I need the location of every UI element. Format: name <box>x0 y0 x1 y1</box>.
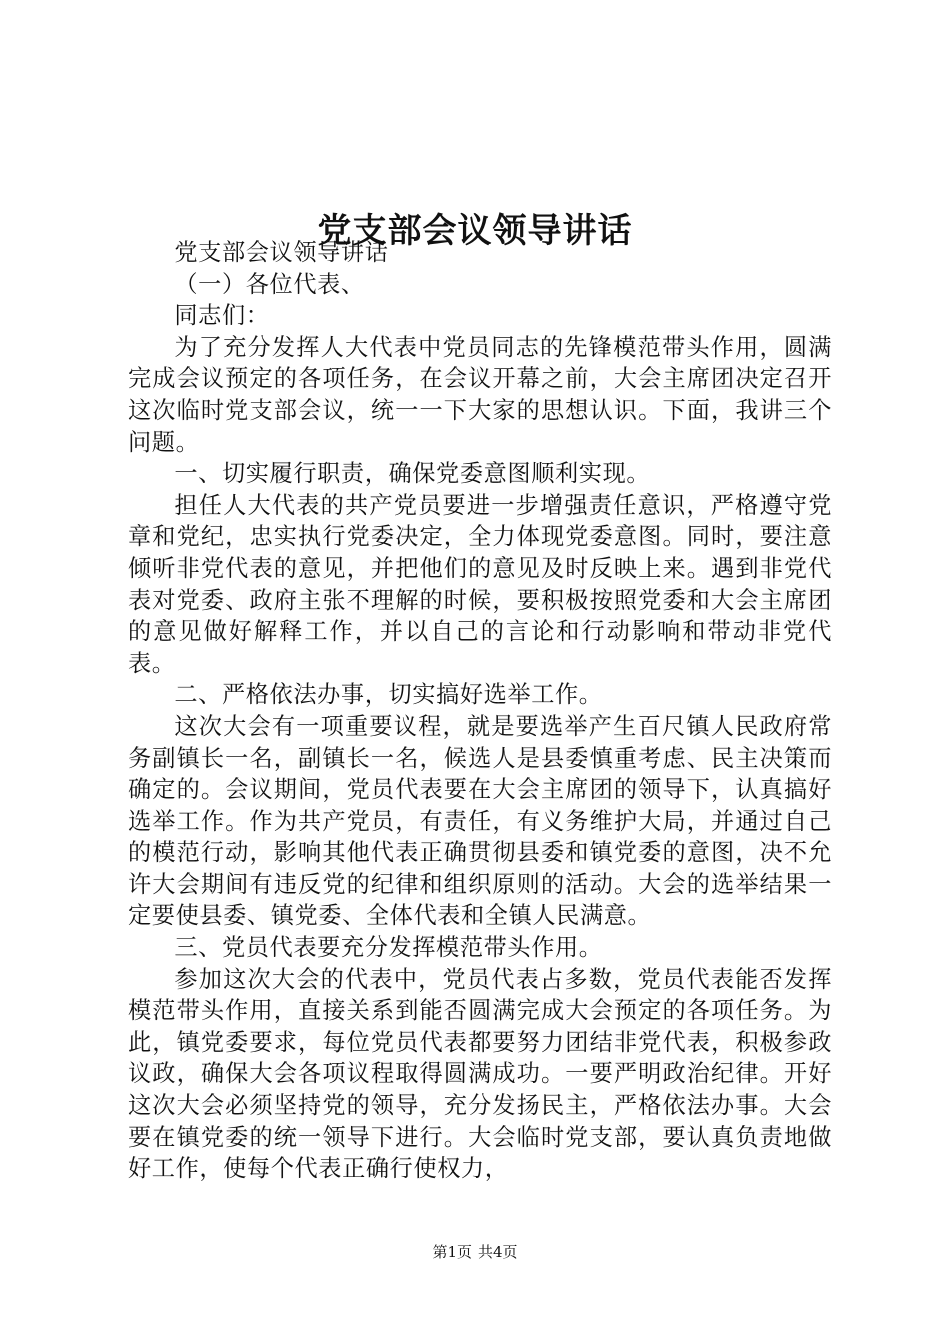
paragraph-salutation-1: （一）各位代表、 <box>174 270 365 298</box>
section-heading-2: 二、严格依法办事，切实搞好选举工作。 <box>174 681 603 709</box>
page-number: 第1页 <box>432 1243 472 1261</box>
page-footer <box>0 1242 950 1262</box>
document-title: 党支部会议领导讲话 <box>317 210 633 251</box>
document-body <box>128 237 832 1185</box>
paragraph-section-3: 参加这次大会的代表中，党员代表占多数，党员代表能否发挥模范带头作用，直接关系到能否圆满完成大会预定的各项任务。为此，镇党委要求，每位党员代表都要努力团结非党代表，积极参政议政，确保大会各项议程取得圆满成功。一要严明政治纪律。开好这次大会必须坚持党的领导，充分发扬民主，严格依法办事。大会要在镇党委的统一领导下进行。大会临时党支部，要认真负责地做好工作，使每个代表正确行使权力， <box>128 965 832 1183</box>
paragraph-intro: 为了充分发挥人大代表中党员同志的先锋模范带头作用，圆满完成会议预定的各项任务，在会议开幕之前，大会主席团决定召开这次临时党支部会议，统一一下大家的思想认识。下面，我讲三个问题。 <box>128 333 832 456</box>
section-heading-3: 三、党员代表要充分发挥模范带头作用。 <box>174 934 603 962</box>
page-total: 共4页 <box>478 1243 518 1261</box>
paragraph-section-1: 担任人大代表的共产党员要进一步增强责任意识，严格遵守党章和党纪，忠实执行党委决定，全力体现党委意图。同时，要注意倾听非党代表的意见，并把他们的意见及时反映上来。遇到非党代表对党委、政府主张不理解的时候，要积极按照党委和大会主席团的意见做好解释工作，并以自己的言论和行动影响和带动非党代表。 <box>128 491 832 677</box>
paragraph-subtitle: 党支部会议领导讲话 <box>174 239 389 266</box>
paragraph-section-2: 这次大会有一项重要议程，就是要选举产生百尺镇人民政府常务副镇长一名，副镇长一名，候选人是县委慎重考虑、民主决策而确定的。会议期间，党员代表要在大会主席团的领导下，认真搞好选举工作。作为共产党员，有责任，有义务维护大局，并通过自己的模范行动，影响其他代表正确贯彻县委和镇党委的意图，决不允许大会期间有违反党的纪律和组织原则的活动。大会的选举结果一定要使县委、镇党委、全体代表和全镇人民满意。 <box>128 712 832 930</box>
paragraph-salutation-2: 同志们： <box>174 302 270 330</box>
section-heading-1: 一、切实履行职责，确保党委意图顺利实现。 <box>174 460 651 488</box>
